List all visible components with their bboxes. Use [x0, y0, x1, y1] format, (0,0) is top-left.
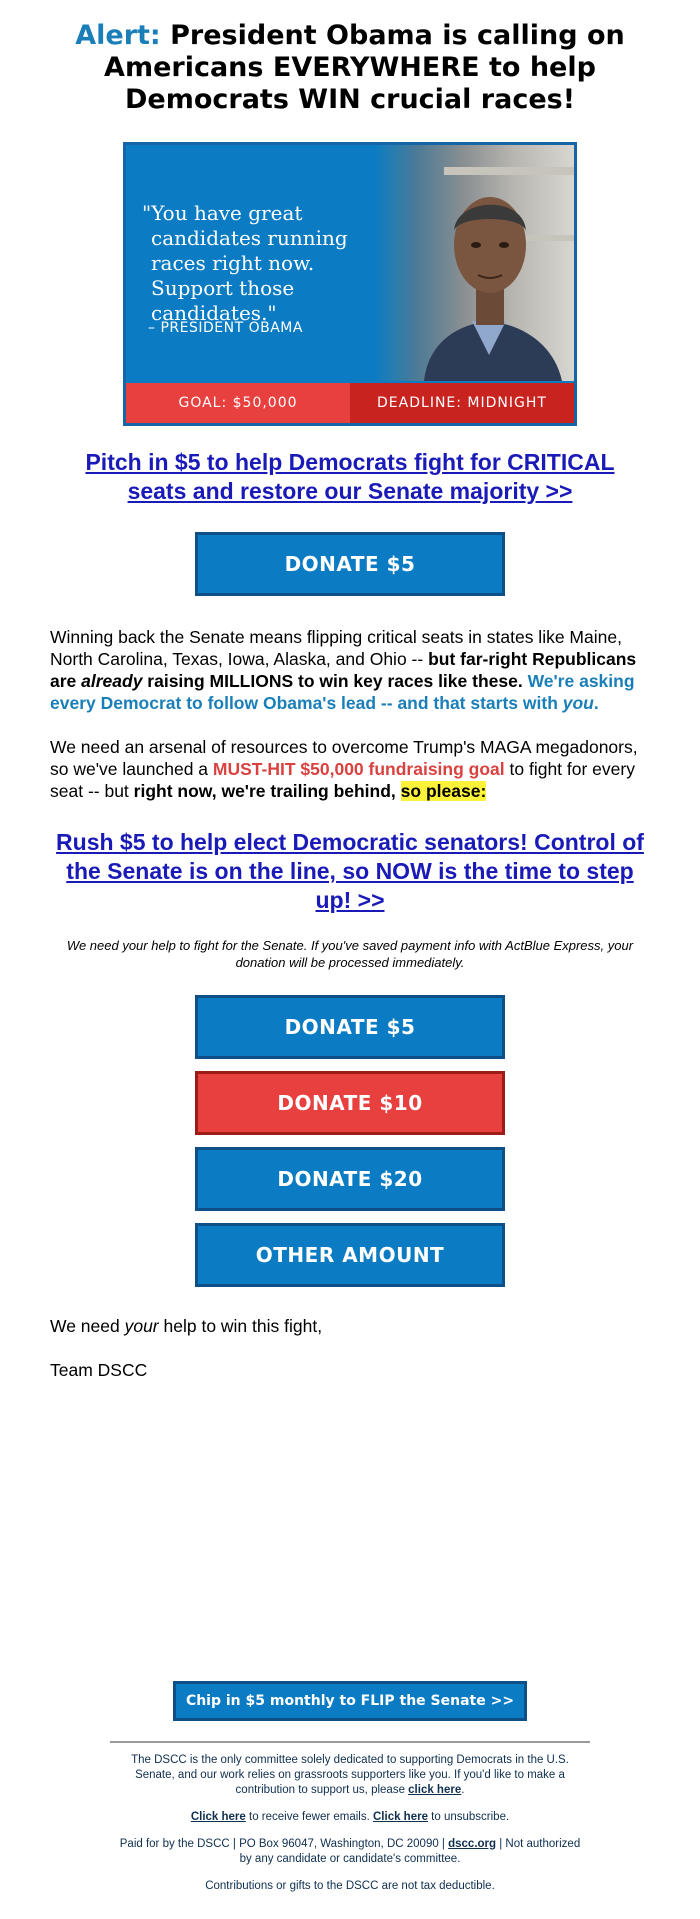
text-span: help to win this fight, — [158, 1316, 323, 1336]
text-span: Winning back the Senate means flipping critical seats in states like Maine, North Carolina, Texas, Iowa, Alaska, and Ohio -- — [50, 627, 622, 669]
text-span: right now, we're trailing behind, — [133, 781, 396, 801]
highlighted-text: so please: — [400, 781, 487, 801]
paragraph-arsenal — [50, 736, 650, 802]
text-span: to receive fewer emails. — [245, 1811, 373, 1823]
pitch-in-link[interactable]: Pitch in $5 to help Democrats fight for CRITICAL seats and restore our Senate majority >> — [85, 449, 615, 504]
donate-10-button[interactable]: DONATE $10 — [195, 1071, 505, 1135]
fewer-emails-link[interactable]: Click here — [190, 1811, 246, 1823]
headline — [40, 20, 660, 116]
text-span: Paid for by the DSCC | PO Box 96047, Washington, DC 20090 | — [119, 1838, 449, 1850]
quote-line: "You have great — [142, 201, 303, 225]
donate-5-top-button[interactable]: DONATE $5 — [195, 532, 505, 596]
actblue-note: We need your help to fight for the Senate. If you've saved payment info with ActBlue Express, your donation will be processed immediately. — [66, 938, 634, 970]
text-span: to unsubscribe. — [427, 1811, 510, 1823]
headline-text: President Obama is calling on Americans EVERYWHERE to help Democrats WIN crucial races! — [104, 20, 625, 115]
text-span: already — [81, 671, 143, 691]
text-span: raising MILLIONS to win key races like these. — [142, 671, 523, 691]
text-span: your — [124, 1316, 159, 1336]
text-span: you — [562, 693, 594, 713]
footer-paid-for — [115, 1837, 585, 1867]
rush-link[interactable]: Rush $5 to help elect Democratic senators! Control of the Senate is on the line, so NOW is the time to step up! >> — [56, 829, 644, 913]
hero-bar — [126, 381, 574, 423]
hero-quote — [142, 201, 422, 326]
text-span: . — [461, 1784, 465, 1796]
signoff: Team DSCC — [50, 1360, 148, 1380]
text-span: | Not authorized by any candidate or candidate's committee. — [239, 1838, 581, 1865]
hero-attribution: – PRESIDENT OBAMA — [148, 320, 303, 336]
text-span: We need an arsenal of resources to overcome Trump's MAGA megadonors, so we've launched a — [50, 737, 638, 779]
other-amount-button[interactable]: OTHER AMOUNT — [195, 1223, 505, 1287]
text-span: to fight for every seat -- but — [50, 759, 635, 801]
unsubscribe-link[interactable]: Click here — [373, 1811, 428, 1823]
text-span: We need — [50, 1316, 125, 1336]
text-span: . — [593, 693, 599, 713]
goal-label: GOAL: $50,000 — [126, 383, 350, 423]
contribute-link[interactable]: click here — [408, 1784, 462, 1796]
text-span — [396, 781, 401, 801]
footer-about — [115, 1753, 585, 1798]
quote-line: races right now. — [151, 251, 315, 275]
donate-20-button[interactable]: DONATE $20 — [195, 1147, 505, 1211]
text-span: The DSCC is the only committee solely dedicated to supporting Democrats in the U.S. Senate, and our work relies on grassroots supporters like you. If you'd like to make a contribution to support us, please — [131, 1754, 569, 1796]
monthly-chip-button[interactable]: Chip in $5 monthly to FLIP the Senate >> — [173, 1681, 527, 1721]
closing-line — [50, 1315, 650, 1337]
quote-line: Support those candidates." — [151, 276, 295, 325]
footer-tax: Contributions or gifts to the DSCC are not tax deductible. — [205, 1880, 495, 1892]
headline-alert: Alert: — [75, 20, 161, 51]
hero-banner[interactable] — [123, 142, 577, 426]
text-span: but far-right Republicans are — [50, 649, 637, 691]
deadline-label: DEADLINE: MIDNIGHT — [350, 383, 574, 423]
dscc-site-link[interactable]: dscc.org — [448, 1838, 497, 1850]
donate-5-button[interactable]: DONATE $5 — [195, 995, 505, 1059]
footer-email-prefs — [115, 1810, 585, 1825]
quote-line: candidates running — [151, 226, 348, 250]
portrait-image — [414, 145, 564, 381]
text-span: We're asking every Democrat to follow Obama's lead -- and that starts with — [50, 671, 635, 713]
paragraph-senate — [50, 626, 650, 714]
goal-highlight: MUST-HIT $50,000 fundraising goal — [212, 759, 505, 779]
